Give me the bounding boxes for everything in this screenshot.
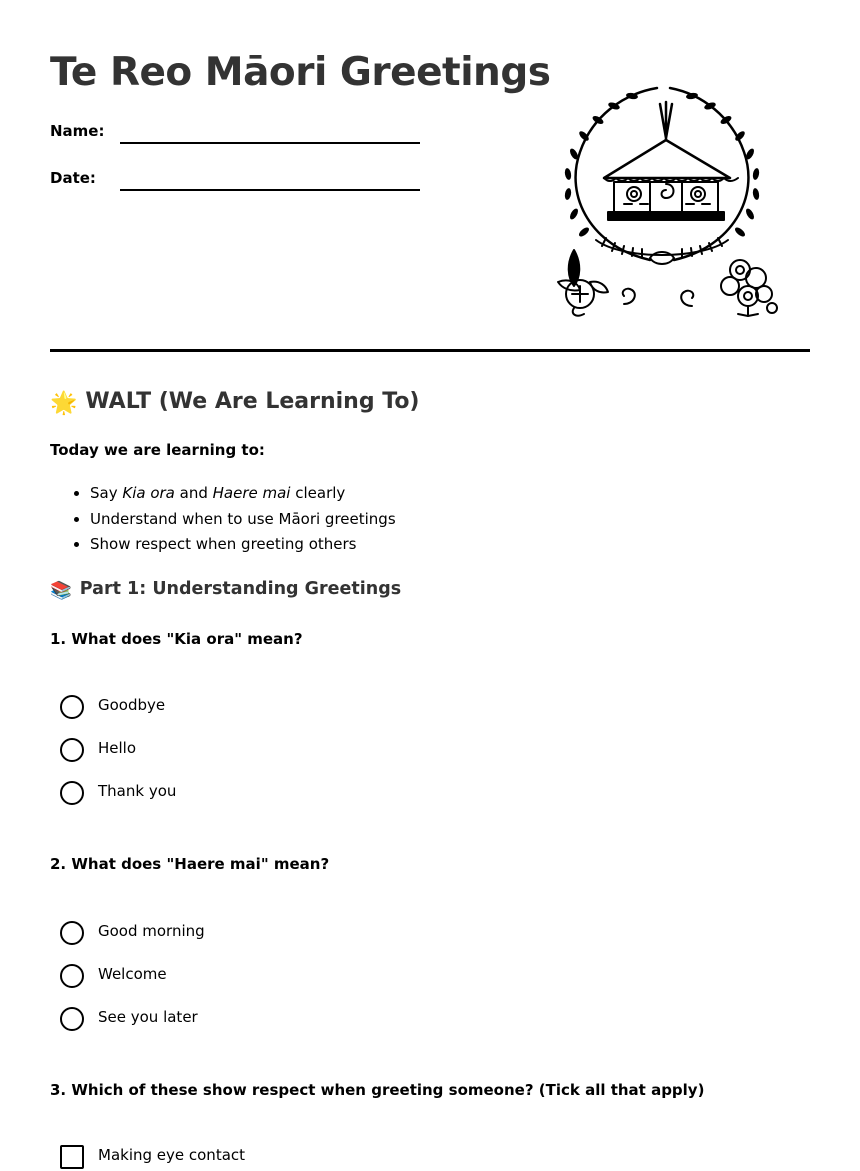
- part1-heading: [50, 579, 401, 601]
- radio-button[interactable]: [60, 781, 84, 805]
- checkbox[interactable]: [60, 1145, 84, 1169]
- goal1-kia-ora: Kia ora: [122, 484, 175, 502]
- question-3: 3. Which of these show respect when greeting someone? (Tick all that apply): [50, 1081, 705, 1099]
- question-2: 2. What does "Haere mai" mean?: [50, 855, 330, 873]
- walt-heading: [50, 389, 420, 416]
- option-label: Hello: [98, 739, 137, 757]
- question-1: 1. What does "Kia ora" mean?: [50, 630, 303, 648]
- option-label: Thank you: [98, 782, 177, 800]
- star-icon: 🌟: [50, 391, 78, 416]
- option-label: Making eye contact: [98, 1146, 246, 1164]
- header-divider: [50, 349, 810, 352]
- date-label: Date:: [50, 169, 96, 187]
- walt-heading-text: WALT (We Are Learning To): [85, 389, 420, 414]
- goal1-pre: Say: [90, 484, 123, 502]
- option-label: Good morning: [98, 922, 205, 940]
- date-field[interactable]: [50, 169, 430, 199]
- marae-illustration: [552, 82, 782, 322]
- option-label: See you later: [98, 1008, 198, 1026]
- radio-button[interactable]: [60, 738, 84, 762]
- kowhai-flowers: [721, 260, 777, 316]
- meeting-house: [604, 102, 738, 220]
- name-label: Name:: [50, 122, 105, 140]
- date-line[interactable]: [120, 189, 420, 191]
- goal1-haere-mai: Haere mai: [212, 484, 291, 502]
- goal-item-2: • Understand when to use Māori greetings: [90, 507, 396, 533]
- walt-goals-list: [50, 481, 396, 558]
- name-line[interactable]: [120, 142, 420, 144]
- part1-heading-text: Part 1: Understanding Greetings: [79, 579, 402, 599]
- option-label: Goodbye: [98, 696, 166, 714]
- radio-button[interactable]: [60, 1007, 84, 1031]
- goal1-mid: and: [174, 484, 213, 502]
- radio-button[interactable]: [60, 964, 84, 988]
- goal-item-1: [90, 481, 396, 507]
- books-icon: 📚: [50, 581, 72, 601]
- swirl-ornaments: [623, 289, 694, 306]
- page-title: Te Reo Māori Greetings: [50, 50, 551, 95]
- walt-intro: Today we are learning to:: [50, 441, 265, 459]
- radio-button[interactable]: [60, 921, 84, 945]
- radio-button[interactable]: [60, 695, 84, 719]
- option-label: Welcome: [98, 965, 167, 983]
- flax-flower: [558, 250, 608, 316]
- name-field[interactable]: [50, 122, 430, 152]
- goal-item-3: • Show respect when greeting others: [90, 532, 396, 558]
- goal1-post: clearly: [290, 484, 346, 502]
